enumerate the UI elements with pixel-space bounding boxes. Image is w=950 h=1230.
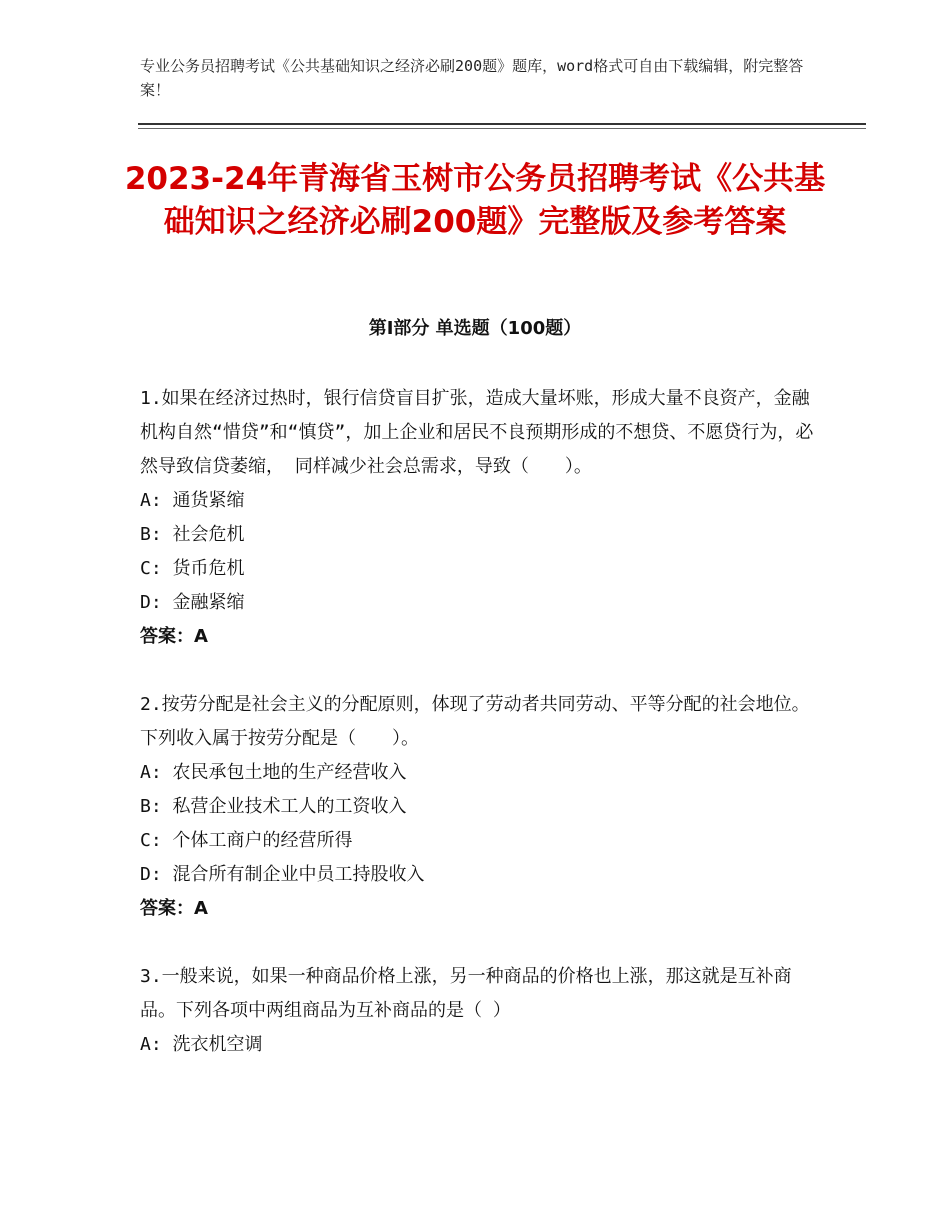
question-text: 2.按劳分配是社会主义的分配原则，体现了劳动者共同劳动、平等分配的社会地位。下列收入属于按劳分配是（ ）。 bbox=[140, 694, 810, 749]
answer-label: 答案： bbox=[140, 626, 194, 647]
document-title: 2023-24年青海省玉树市公务员招聘考试《公共基础知识之经济必刷200题》完整版及参考答案 bbox=[124, 161, 826, 240]
option-d: D: 金融紧缩 bbox=[140, 592, 245, 613]
option-a: A: 洗衣机空调 bbox=[140, 1034, 263, 1055]
header-divider-thick bbox=[138, 123, 866, 125]
option-list bbox=[140, 756, 820, 892]
section-heading: 第Ⅰ部分 单选题（100题） bbox=[368, 318, 582, 339]
option-b: B: 社会危机 bbox=[140, 524, 245, 545]
option-list bbox=[140, 1028, 820, 1062]
option-c: C: 货币危机 bbox=[140, 558, 245, 579]
answer-line bbox=[140, 892, 820, 926]
question-list bbox=[140, 382, 820, 1096]
question-1 bbox=[140, 382, 820, 654]
option-d: D: 混合所有制企业中员工持股收入 bbox=[140, 864, 425, 885]
question-text: 3.一般来说，如果一种商品价格上涨，另一种商品的价格也上涨，那这就是互补商品。下列各项中两组商品为互补商品的是（ ） bbox=[140, 966, 792, 1021]
option-a: A: 农民承包土地的生产经营收入 bbox=[140, 762, 407, 783]
question-2 bbox=[140, 688, 820, 926]
question-text: 1.如果在经济过热时，银行信贷盲目扩张，造成大量坏账，形成大量不良资产，金融机构自然“惜贷”和“慎贷”，加上企业和居民不良预期形成的不想贷、不愿贷行为，必然导致信贷萎缩， 同样减少社会总需求，导致（ ）。 bbox=[140, 388, 814, 477]
answer-line bbox=[140, 620, 820, 654]
header-note: 专业公务员招聘考试《公共基础知识之经济必刷200题》题库，word格式可自由下载编辑，附完整答案！ bbox=[140, 57, 804, 99]
answer-value: A bbox=[194, 626, 208, 647]
header-divider-thin bbox=[138, 128, 866, 129]
option-a: A: 通货紧缩 bbox=[140, 490, 245, 511]
option-list bbox=[140, 484, 820, 620]
option-b: B: 私营企业技术工人的工资收入 bbox=[140, 796, 407, 817]
answer-value: A bbox=[194, 898, 208, 919]
answer-label: 答案： bbox=[140, 898, 194, 919]
option-c: C: 个体工商户的经营所得 bbox=[140, 830, 353, 851]
question-3 bbox=[140, 960, 820, 1062]
